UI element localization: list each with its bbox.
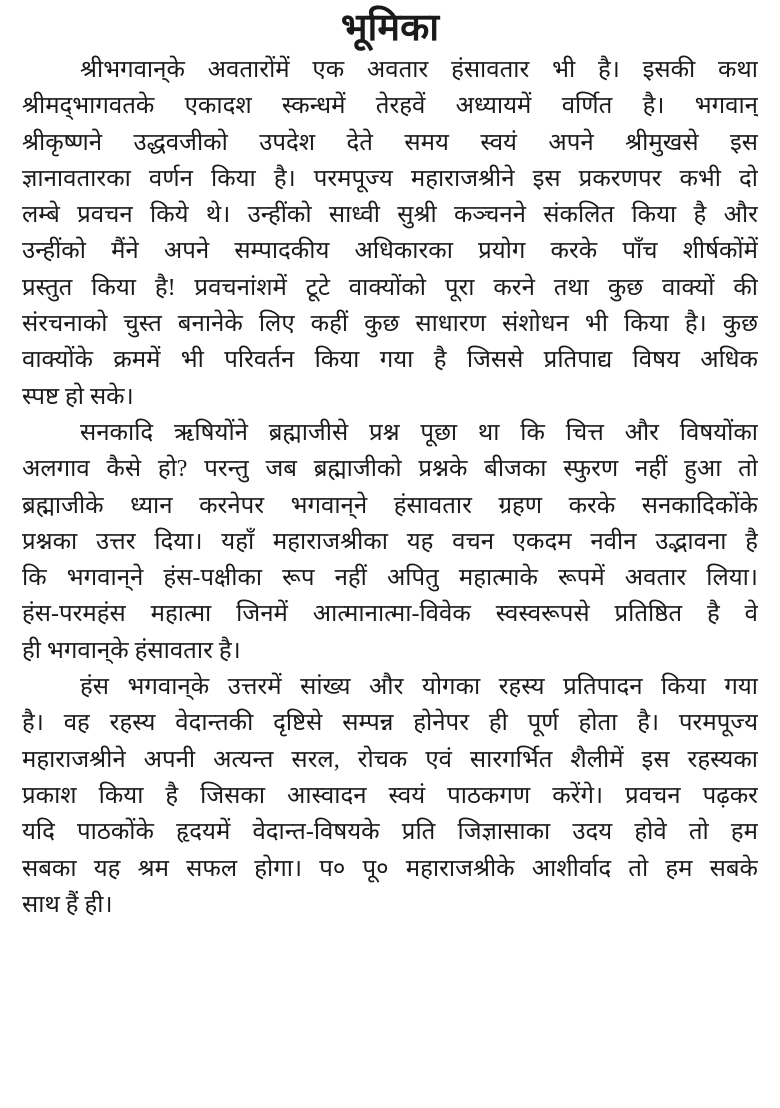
text-line: ज्ञानावतारका वर्णन किया है। परमपूज्य महाराजश्रीने इस प्रकरणपर कभी दो: [22, 165, 758, 192]
text-line: प्रश्नका उत्तर दिया। यहाँ महाराजश्रीका यह वचन एकदम नवीन उद्भावना है: [22, 528, 758, 555]
text-line: यदि पाठकोंके हृदयमें वेदान्त-विषयके प्रति जिज्ञासाका उदय होवे तो हम: [22, 819, 758, 846]
text-line: श्रीभगवान्‌के अवतारोंमें एक अवतार हंसावतार भी है। इसकी कथा: [80, 57, 758, 83]
text-line: स्पष्ट हो सके।: [22, 383, 134, 410]
document-body: [22, 52, 758, 923]
text-line: प्रकाश किया है जिसका आस्वादन स्वयं पाठकगण करेंगे। प्रवचन पढ़कर: [22, 782, 758, 809]
text-line: संरचनाको चुस्त बनानेके लिए कहीं कुछ साधारण संशोधन भी किया है। कुछ: [22, 311, 758, 338]
page-title: भूमिका: [340, 7, 440, 49]
text-line: वाक्योंके क्रममें भी परिवर्तन किया गया है जिससे प्रतिपाद्य विषय अधिक: [22, 347, 758, 374]
text-line: श्रीकृष्णने उद्धवजीको उपदेश देते समय स्वयं अपने श्रीमुखसे इस: [22, 129, 758, 156]
text-line: लम्बे प्रवचन किये थे। उन्हींको साध्वी सुश्री कञ्चनने संकलित किया है और: [22, 202, 758, 229]
text-line: साथ हैं ही।: [22, 891, 113, 918]
text-line: है। वह रहस्य वेदान्तकी दृष्टिसे सम्पन्न होनेपर ही पूर्ण होता है। परमपूज्य: [22, 710, 758, 737]
text-line: हंस-परमहंस महात्मा जिनमें आत्मानात्मा-विवेक स्वस्वरूपसे प्रतिष्ठित है वे: [22, 601, 758, 628]
text-line: हंस भगवान्‌के उत्तरमें सांख्य और योगका रहस्य प्रतिपादन किया गया: [80, 674, 758, 701]
text-line: अलगाव कैसे हो? परन्तु जब ब्रह्माजीको प्रश्नके बीजका स्फुरण नहीं हुआ तो: [22, 456, 758, 483]
text-line: सबका यह श्रम सफल होगा। प० पू० महाराजश्रीके आशीर्वाद तो हम सबके: [22, 855, 758, 882]
text-line: उन्हींको मैंने अपने सम्पादकीय अधिकारका प्रयोग करके पाँच शीर्षकोंमें: [22, 238, 758, 265]
text-line: ही भगवान्‌के हंसावतार है।: [22, 637, 241, 664]
text-line: श्रीमद्‌भागवतके एकादश स्कन्धमें तेरहवें अध्यायमें वर्णित है। भगवान्: [22, 93, 758, 120]
text-line: कि भगवान्‌ने हंस-पक्षीका रूप नहीं अपितु महात्माके रूपमें अवतार लिया।: [22, 565, 758, 592]
text-line: प्रस्तुत किया है! प्रवचनांशमें टूटे वाक्योंको पूरा करने तथा कुछ वाक्यों की: [22, 274, 758, 301]
text-line: ब्रह्माजीके ध्यान करनेपर भगवान्‌ने हंसावतार ग्रहण करके सनकादिकोंके: [22, 492, 758, 519]
text-line: महाराजश्रीने अपनी अत्यन्त सरल, रोचक एवं सारगर्भित शैलीमें इस रहस्यका: [22, 746, 758, 773]
text-line: सनकादि ऋषियोंने ब्रह्माजीसे प्रश्न पूछा था कि चित्त और विषयोंका: [80, 419, 758, 446]
